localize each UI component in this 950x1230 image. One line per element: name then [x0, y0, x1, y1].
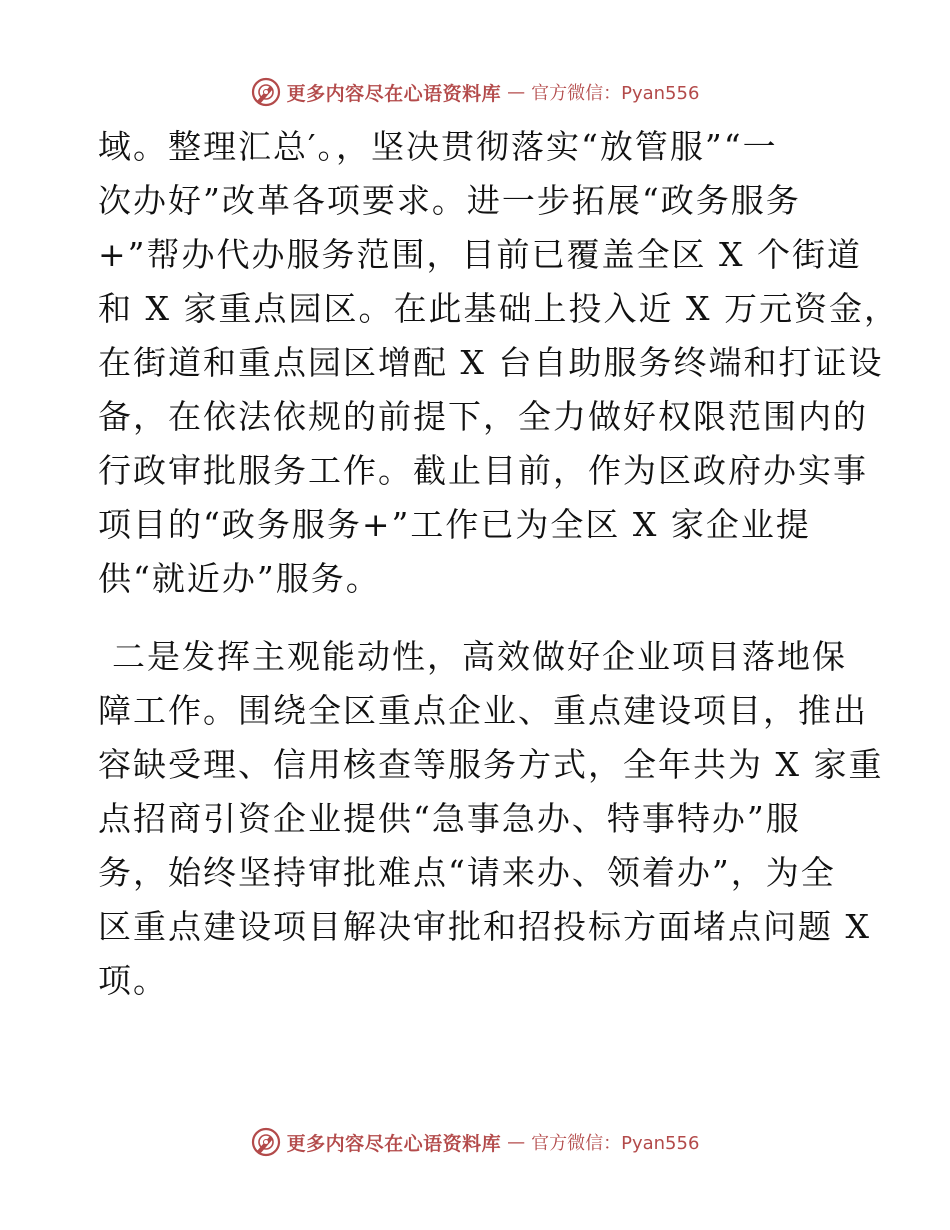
paragraph-spacer	[98, 606, 858, 630]
paragraph-2	[98, 630, 884, 1008]
text-line: 点招商引资企业提供“急事急办、特事特办”服	[98, 799, 801, 838]
document-body	[98, 120, 899, 1008]
text-line: 项目的“政务服务+”工作已为全区 X 家企业提	[98, 505, 811, 544]
watermark-contact: 官方微信：Pyan556	[531, 1133, 700, 1154]
watermark-text: 更多内容尽在心语资料库	[286, 82, 502, 105]
text-line: 行政审批服务工作。截止目前，作为区政府办实事	[98, 451, 868, 490]
text-line: 区重点建设项目解决审批和招投标方面堵点问题 X	[98, 907, 871, 946]
text-line: 项。	[98, 961, 168, 1000]
text-line: 在街道和重点园区增配 X 台自助服务终端和打证设	[98, 343, 884, 382]
logo-icon	[251, 1127, 281, 1157]
logo-icon	[251, 77, 281, 107]
text-line: 域。整理汇总′。，坚决贯彻落实“放管服”“一	[98, 127, 778, 166]
watermark-contact: 官方微信：Pyan556	[531, 83, 700, 104]
text-line: 和 X 家重点园区。在此基础上投入近 X 万元资金，	[98, 289, 899, 328]
header-watermark	[0, 72, 950, 112]
text-line: 二是发挥主观能动性，高效做好企业项目落地保	[112, 637, 847, 676]
watermark-text: 更多内容尽在心语资料库	[286, 1132, 502, 1155]
text-line: 供“就近办”服务。	[98, 559, 381, 598]
text-line: 务，始终坚持审批难点“请来办、领着办”，为全	[98, 853, 836, 892]
paragraph-1	[98, 120, 899, 606]
text-line: +”帮办代办服务范围，目前已覆盖全区 X 个街道	[98, 235, 862, 274]
text-line: 次办好”改革各项要求。进一步拓展“政务服务	[98, 181, 801, 220]
text-line: 障工作。围绕全区重点企业、重点建设项目，推出	[98, 691, 868, 730]
watermark-separator: —	[507, 81, 526, 103]
watermark-separator: —	[507, 1131, 526, 1153]
text-line: 容缺受理、信用核查等服务方式，全年共为 X 家重	[98, 745, 884, 784]
text-line: 备，在依法依规的前提下，全力做好权限范围内的	[98, 397, 868, 436]
footer-watermark	[0, 1122, 950, 1162]
